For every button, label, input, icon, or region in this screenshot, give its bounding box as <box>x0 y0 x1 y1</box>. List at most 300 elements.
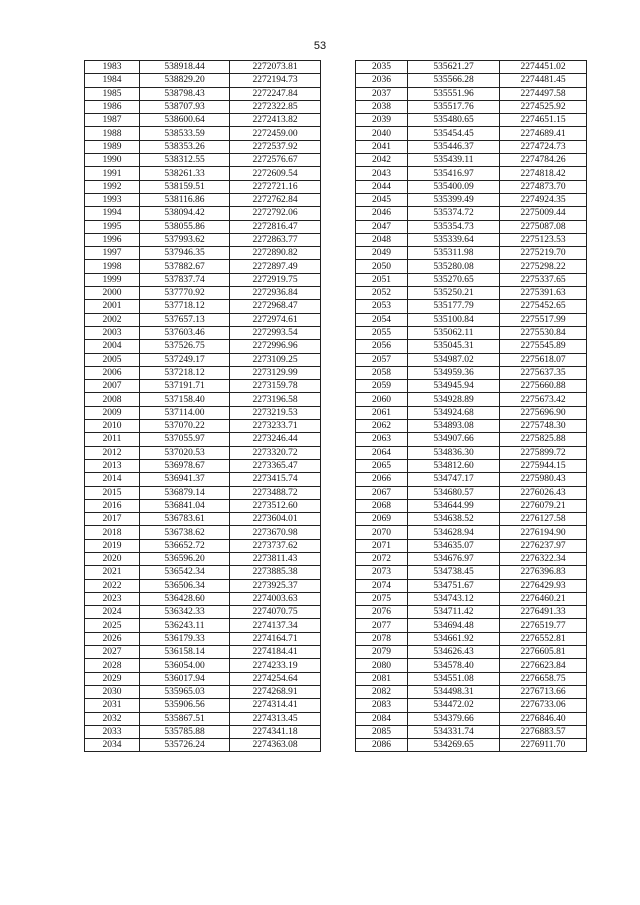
x-coordinate-cell: 535517.76 <box>408 100 500 113</box>
x-coordinate-cell: 535446.37 <box>408 140 500 153</box>
y-coordinate-cell: 2275980.43 <box>500 473 587 486</box>
y-coordinate-cell: 2274525.92 <box>500 100 587 113</box>
point-number-cell: 2017 <box>85 513 140 526</box>
point-number-cell: 2007 <box>85 380 140 393</box>
table-row <box>85 566 321 579</box>
table-row <box>356 406 587 419</box>
point-number-cell: 1998 <box>85 260 140 273</box>
point-number-cell: 2084 <box>356 712 408 725</box>
table-row <box>356 353 587 366</box>
x-coordinate-cell: 536596.20 <box>140 552 230 565</box>
point-number-cell: 1993 <box>85 193 140 206</box>
table-row <box>85 579 321 592</box>
x-coordinate-cell: 537114.00 <box>140 406 230 419</box>
x-coordinate-cell: 537191.71 <box>140 380 230 393</box>
x-coordinate-cell: 534644.99 <box>408 499 500 512</box>
point-number-cell: 2063 <box>356 433 408 446</box>
y-coordinate-cell: 2274164.71 <box>230 632 321 645</box>
y-coordinate-cell: 2272974.61 <box>230 313 321 326</box>
y-coordinate-cell: 2274924.35 <box>500 193 587 206</box>
table-row <box>356 220 587 233</box>
x-coordinate-cell: 536179.33 <box>140 632 230 645</box>
y-coordinate-cell: 2272993.54 <box>230 326 321 339</box>
point-number-cell: 2013 <box>85 459 140 472</box>
table-row <box>356 326 587 339</box>
y-coordinate-cell: 2274314.41 <box>230 699 321 712</box>
y-coordinate-cell: 2272816.47 <box>230 220 321 233</box>
x-coordinate-cell: 535270.65 <box>408 273 500 286</box>
table-row <box>356 287 587 300</box>
y-coordinate-cell: 2275452.65 <box>500 300 587 313</box>
point-number-cell: 2050 <box>356 260 408 273</box>
y-coordinate-cell: 2273129.99 <box>230 366 321 379</box>
x-coordinate-cell: 534836.30 <box>408 446 500 459</box>
x-coordinate-cell: 537158.40 <box>140 393 230 406</box>
x-coordinate-cell: 537770.92 <box>140 287 230 300</box>
y-coordinate-cell: 2274818.42 <box>500 167 587 180</box>
coordinates-table-right <box>355 60 587 752</box>
point-number-cell: 2062 <box>356 420 408 433</box>
point-number-cell: 2077 <box>356 619 408 632</box>
table-row <box>356 579 587 592</box>
point-number-cell: 2029 <box>85 672 140 685</box>
table-row <box>85 446 321 459</box>
y-coordinate-cell: 2272609.54 <box>230 167 321 180</box>
y-coordinate-cell: 2274313.45 <box>230 712 321 725</box>
table-row <box>356 606 587 619</box>
point-number-cell: 1995 <box>85 220 140 233</box>
y-coordinate-cell: 2273320.72 <box>230 446 321 459</box>
y-coordinate-cell: 2272762.84 <box>230 193 321 206</box>
y-coordinate-cell: 2274341.18 <box>230 725 321 738</box>
point-number-cell: 2008 <box>85 393 140 406</box>
y-coordinate-cell: 2275660.88 <box>500 380 587 393</box>
point-number-cell: 2046 <box>356 207 408 220</box>
point-number-cell: 2068 <box>356 499 408 512</box>
y-coordinate-cell: 2274137.34 <box>230 619 321 632</box>
y-coordinate-cell: 2276491.33 <box>500 606 587 619</box>
y-coordinate-cell: 2275825.88 <box>500 433 587 446</box>
point-number-cell: 2000 <box>85 287 140 300</box>
y-coordinate-cell: 2272792.06 <box>230 207 321 220</box>
y-coordinate-cell: 2274184.41 <box>230 646 321 659</box>
y-coordinate-cell: 2274233.19 <box>230 659 321 672</box>
point-number-cell: 1991 <box>85 167 140 180</box>
point-number-cell: 2051 <box>356 273 408 286</box>
y-coordinate-cell: 2274784.26 <box>500 154 587 167</box>
table-row <box>356 154 587 167</box>
table-row <box>85 61 321 74</box>
point-number-cell: 1989 <box>85 140 140 153</box>
table-row <box>85 340 321 353</box>
x-coordinate-cell: 538055.86 <box>140 220 230 233</box>
y-coordinate-cell: 2276460.21 <box>500 592 587 605</box>
x-coordinate-cell: 534743.12 <box>408 592 500 605</box>
table-row <box>356 193 587 206</box>
point-number-cell: 2070 <box>356 526 408 539</box>
x-coordinate-cell: 537218.12 <box>140 366 230 379</box>
y-coordinate-cell: 2276623.84 <box>500 659 587 672</box>
x-coordinate-cell: 535439.11 <box>408 154 500 167</box>
x-coordinate-cell: 538918.44 <box>140 61 230 74</box>
table-row <box>85 127 321 140</box>
point-number-cell: 2066 <box>356 473 408 486</box>
y-coordinate-cell: 2276026.43 <box>500 486 587 499</box>
x-coordinate-cell: 537882.67 <box>140 260 230 273</box>
point-number-cell: 2081 <box>356 672 408 685</box>
table-row <box>356 74 587 87</box>
table-row <box>85 193 321 206</box>
y-coordinate-cell: 2275391.63 <box>500 287 587 300</box>
point-number-cell: 2072 <box>356 552 408 565</box>
table-row <box>356 739 587 752</box>
point-number-cell: 2080 <box>356 659 408 672</box>
x-coordinate-cell: 535566.28 <box>408 74 500 87</box>
y-coordinate-cell: 2276605.81 <box>500 646 587 659</box>
x-coordinate-cell: 534331.74 <box>408 725 500 738</box>
point-number-cell: 1988 <box>85 127 140 140</box>
x-coordinate-cell: 535965.03 <box>140 685 230 698</box>
y-coordinate-cell: 2275637.35 <box>500 366 587 379</box>
point-number-cell: 2002 <box>85 313 140 326</box>
point-number-cell: 1992 <box>85 180 140 193</box>
table-row <box>356 632 587 645</box>
point-number-cell: 2033 <box>85 725 140 738</box>
table-row <box>85 592 321 605</box>
point-number-cell: 2078 <box>356 632 408 645</box>
y-coordinate-cell: 2276658.75 <box>500 672 587 685</box>
point-number-cell: 2055 <box>356 326 408 339</box>
point-number-cell: 2054 <box>356 313 408 326</box>
x-coordinate-cell: 534711.42 <box>408 606 500 619</box>
x-coordinate-cell: 535311.98 <box>408 247 500 260</box>
x-coordinate-cell: 538533.59 <box>140 127 230 140</box>
y-coordinate-cell: 2272897.49 <box>230 260 321 273</box>
x-coordinate-cell: 538159.51 <box>140 180 230 193</box>
y-coordinate-cell: 2276846.40 <box>500 712 587 725</box>
y-coordinate-cell: 2276519.77 <box>500 619 587 632</box>
y-coordinate-cell: 2274873.70 <box>500 180 587 193</box>
x-coordinate-cell: 536879.14 <box>140 486 230 499</box>
y-coordinate-cell: 2272073.81 <box>230 61 321 74</box>
x-coordinate-cell: 536506.34 <box>140 579 230 592</box>
x-coordinate-cell: 534676.97 <box>408 552 500 565</box>
point-number-cell: 2082 <box>356 685 408 698</box>
y-coordinate-cell: 2273604.01 <box>230 513 321 526</box>
table-row <box>85 725 321 738</box>
table-row <box>85 247 321 260</box>
x-coordinate-cell: 537070.22 <box>140 420 230 433</box>
point-number-cell: 2042 <box>356 154 408 167</box>
point-number-cell: 2059 <box>356 380 408 393</box>
y-coordinate-cell: 2273109.25 <box>230 353 321 366</box>
x-coordinate-cell: 534661.92 <box>408 632 500 645</box>
point-number-cell: 2018 <box>85 526 140 539</box>
x-coordinate-cell: 536158.14 <box>140 646 230 659</box>
y-coordinate-cell: 2273885.38 <box>230 566 321 579</box>
point-number-cell: 2057 <box>356 353 408 366</box>
x-coordinate-cell: 535726.24 <box>140 739 230 752</box>
point-number-cell: 2086 <box>356 739 408 752</box>
point-number-cell: 2027 <box>85 646 140 659</box>
table-row <box>356 699 587 712</box>
point-number-cell: 2001 <box>85 300 140 313</box>
x-coordinate-cell: 534638.52 <box>408 513 500 526</box>
point-number-cell: 2023 <box>85 592 140 605</box>
x-coordinate-cell: 534472.02 <box>408 699 500 712</box>
point-number-cell: 2005 <box>85 353 140 366</box>
point-number-cell: 1997 <box>85 247 140 260</box>
point-number-cell: 2076 <box>356 606 408 619</box>
x-coordinate-cell: 535250.21 <box>408 287 500 300</box>
x-coordinate-cell: 534694.48 <box>408 619 500 632</box>
y-coordinate-cell: 2275517.99 <box>500 313 587 326</box>
point-number-cell: 2058 <box>356 366 408 379</box>
point-number-cell: 2040 <box>356 127 408 140</box>
y-coordinate-cell: 2276713.66 <box>500 685 587 698</box>
point-number-cell: 2061 <box>356 406 408 419</box>
point-number-cell: 2048 <box>356 233 408 246</box>
table-row <box>85 433 321 446</box>
table-row <box>356 712 587 725</box>
x-coordinate-cell: 535339.64 <box>408 233 500 246</box>
table-row <box>356 659 587 672</box>
x-coordinate-cell: 534987.02 <box>408 353 500 366</box>
point-number-cell: 2016 <box>85 499 140 512</box>
table-row <box>356 340 587 353</box>
table-row <box>85 207 321 220</box>
page-number: 53 <box>313 40 327 52</box>
table-row <box>356 87 587 100</box>
y-coordinate-cell: 2275219.70 <box>500 247 587 260</box>
table-row <box>85 486 321 499</box>
point-number-cell: 2011 <box>85 433 140 446</box>
x-coordinate-cell: 537837.74 <box>140 273 230 286</box>
point-number-cell: 2067 <box>356 486 408 499</box>
table-row <box>356 61 587 74</box>
table-row <box>356 207 587 220</box>
x-coordinate-cell: 535374.72 <box>408 207 500 220</box>
point-number-cell: 2021 <box>85 566 140 579</box>
table-row <box>356 127 587 140</box>
x-coordinate-cell: 534635.07 <box>408 539 500 552</box>
table-row <box>356 313 587 326</box>
table-row <box>85 606 321 619</box>
x-coordinate-cell: 535551.96 <box>408 87 500 100</box>
x-coordinate-cell: 536428.60 <box>140 592 230 605</box>
x-coordinate-cell: 537055.97 <box>140 433 230 446</box>
y-coordinate-cell: 2276733.06 <box>500 699 587 712</box>
point-number-cell: 2085 <box>356 725 408 738</box>
y-coordinate-cell: 2274651.15 <box>500 114 587 127</box>
table-row <box>356 140 587 153</box>
y-coordinate-cell: 2275899.72 <box>500 446 587 459</box>
table-row <box>85 672 321 685</box>
table-row <box>85 140 321 153</box>
table-row <box>85 619 321 632</box>
coordinates-table-left <box>84 60 321 752</box>
table-row <box>356 646 587 659</box>
point-number-cell: 1984 <box>85 74 140 87</box>
table-row <box>85 646 321 659</box>
x-coordinate-cell: 535480.65 <box>408 114 500 127</box>
x-coordinate-cell: 534812.60 <box>408 459 500 472</box>
point-number-cell: 2003 <box>85 326 140 339</box>
table-row <box>85 406 321 419</box>
x-coordinate-cell: 534747.17 <box>408 473 500 486</box>
x-coordinate-cell: 534626.43 <box>408 646 500 659</box>
x-coordinate-cell: 535785.88 <box>140 725 230 738</box>
x-coordinate-cell: 537657.13 <box>140 313 230 326</box>
x-coordinate-cell: 538116.86 <box>140 193 230 206</box>
y-coordinate-cell: 2275618.07 <box>500 353 587 366</box>
x-coordinate-cell: 536342.33 <box>140 606 230 619</box>
x-coordinate-cell: 536243.11 <box>140 619 230 632</box>
table-row <box>356 459 587 472</box>
x-coordinate-cell: 538261.33 <box>140 167 230 180</box>
point-number-cell: 2015 <box>85 486 140 499</box>
y-coordinate-cell: 2276396.83 <box>500 566 587 579</box>
x-coordinate-cell: 535100.84 <box>408 313 500 326</box>
table-row <box>356 619 587 632</box>
y-coordinate-cell: 2274724.73 <box>500 140 587 153</box>
x-coordinate-cell: 537718.12 <box>140 300 230 313</box>
y-coordinate-cell: 2274363.08 <box>230 739 321 752</box>
point-number-cell: 2039 <box>356 114 408 127</box>
y-coordinate-cell: 2274481.45 <box>500 74 587 87</box>
x-coordinate-cell: 536542.34 <box>140 566 230 579</box>
table-row <box>356 513 587 526</box>
x-coordinate-cell: 536783.61 <box>140 513 230 526</box>
x-coordinate-cell: 534578.40 <box>408 659 500 672</box>
point-number-cell: 2083 <box>356 699 408 712</box>
table-row <box>85 233 321 246</box>
table-row <box>356 526 587 539</box>
x-coordinate-cell: 535399.49 <box>408 193 500 206</box>
x-coordinate-cell: 536978.67 <box>140 459 230 472</box>
y-coordinate-cell: 2273737.62 <box>230 539 321 552</box>
table-row <box>356 552 587 565</box>
point-number-cell: 2025 <box>85 619 140 632</box>
point-number-cell: 2052 <box>356 287 408 300</box>
y-coordinate-cell: 2275298.22 <box>500 260 587 273</box>
table-row <box>356 300 587 313</box>
x-coordinate-cell: 535454.45 <box>408 127 500 140</box>
table-row <box>85 539 321 552</box>
table-row <box>85 632 321 645</box>
point-number-cell: 2035 <box>356 61 408 74</box>
x-coordinate-cell: 534959.36 <box>408 366 500 379</box>
y-coordinate-cell: 2272576.67 <box>230 154 321 167</box>
y-coordinate-cell: 2273488.72 <box>230 486 321 499</box>
y-coordinate-cell: 2274254.64 <box>230 672 321 685</box>
point-number-cell: 2056 <box>356 340 408 353</box>
table-row <box>356 566 587 579</box>
y-coordinate-cell: 2273196.58 <box>230 393 321 406</box>
x-coordinate-cell: 538707.93 <box>140 100 230 113</box>
x-coordinate-cell: 534924.68 <box>408 406 500 419</box>
point-number-cell: 2044 <box>356 180 408 193</box>
table-row <box>356 672 587 685</box>
point-number-cell: 2060 <box>356 393 408 406</box>
x-coordinate-cell: 538798.43 <box>140 87 230 100</box>
point-number-cell: 1987 <box>85 114 140 127</box>
y-coordinate-cell: 2276552.81 <box>500 632 587 645</box>
y-coordinate-cell: 2273670.98 <box>230 526 321 539</box>
x-coordinate-cell: 535416.97 <box>408 167 500 180</box>
table-row <box>356 273 587 286</box>
table-row <box>85 552 321 565</box>
point-number-cell: 2038 <box>356 100 408 113</box>
y-coordinate-cell: 2274497.58 <box>500 87 587 100</box>
y-coordinate-cell: 2274268.91 <box>230 685 321 698</box>
table-row <box>85 287 321 300</box>
point-number-cell: 1990 <box>85 154 140 167</box>
y-coordinate-cell: 2272247.84 <box>230 87 321 100</box>
table-row <box>85 220 321 233</box>
table-row <box>356 420 587 433</box>
y-coordinate-cell: 2274070.75 <box>230 606 321 619</box>
x-coordinate-cell: 538094.42 <box>140 207 230 220</box>
point-number-cell: 2036 <box>356 74 408 87</box>
table-row <box>356 685 587 698</box>
point-number-cell: 2030 <box>85 685 140 698</box>
point-number-cell: 2071 <box>356 539 408 552</box>
table-row <box>356 446 587 459</box>
table-row <box>356 433 587 446</box>
table-row <box>85 326 321 339</box>
table-row <box>85 353 321 366</box>
x-coordinate-cell: 536738.62 <box>140 526 230 539</box>
y-coordinate-cell: 2272413.82 <box>230 114 321 127</box>
x-coordinate-cell: 536941.37 <box>140 473 230 486</box>
y-coordinate-cell: 2276079.21 <box>500 499 587 512</box>
point-number-cell: 2009 <box>85 406 140 419</box>
point-number-cell: 2065 <box>356 459 408 472</box>
x-coordinate-cell: 538829.20 <box>140 74 230 87</box>
point-number-cell: 1999 <box>85 273 140 286</box>
point-number-cell: 2014 <box>85 473 140 486</box>
y-coordinate-cell: 2276127.58 <box>500 513 587 526</box>
table-row <box>356 233 587 246</box>
table-row <box>85 154 321 167</box>
table-row <box>85 526 321 539</box>
table-row <box>85 114 321 127</box>
y-coordinate-cell: 2272322.85 <box>230 100 321 113</box>
x-coordinate-cell: 537526.75 <box>140 340 230 353</box>
x-coordinate-cell: 534628.94 <box>408 526 500 539</box>
table-row <box>356 592 587 605</box>
x-coordinate-cell: 536841.04 <box>140 499 230 512</box>
table-row <box>356 114 587 127</box>
point-number-cell: 2026 <box>85 632 140 645</box>
point-number-cell: 2006 <box>85 366 140 379</box>
y-coordinate-cell: 2273246.44 <box>230 433 321 446</box>
y-coordinate-cell: 2276883.57 <box>500 725 587 738</box>
y-coordinate-cell: 2272459.00 <box>230 127 321 140</box>
x-coordinate-cell: 534680.57 <box>408 486 500 499</box>
table-row <box>85 513 321 526</box>
point-number-cell: 2032 <box>85 712 140 725</box>
table-row <box>356 380 587 393</box>
table-row <box>85 300 321 313</box>
y-coordinate-cell: 2275009.44 <box>500 207 587 220</box>
table-row <box>85 313 321 326</box>
point-number-cell: 2049 <box>356 247 408 260</box>
point-number-cell: 1994 <box>85 207 140 220</box>
point-number-cell: 2004 <box>85 340 140 353</box>
point-number-cell: 2028 <box>85 659 140 672</box>
